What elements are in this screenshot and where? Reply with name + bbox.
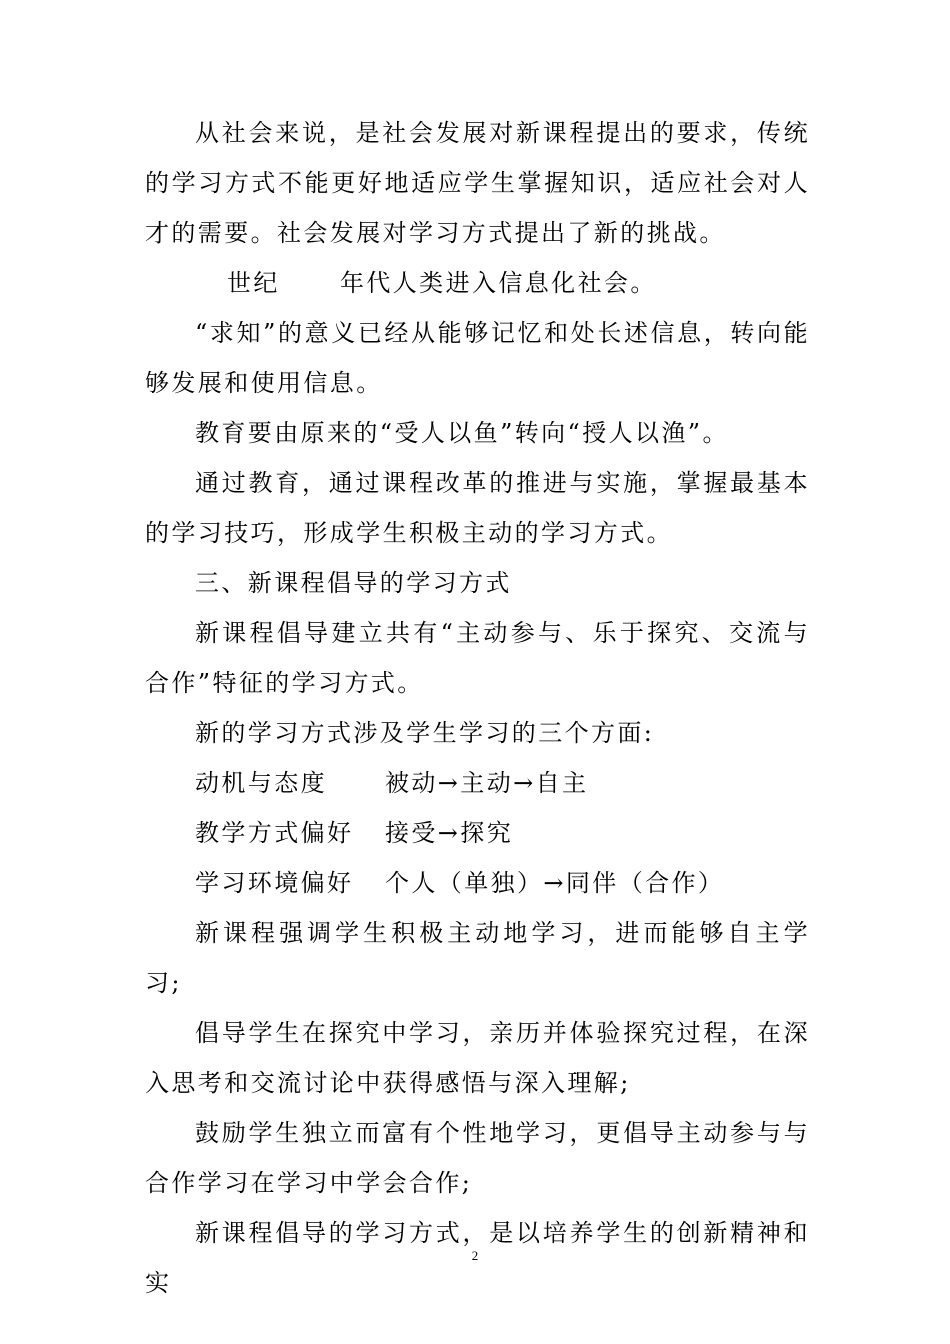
paragraph-innovation-spirit: 新课程倡导的学习方式，是以培养学生的创新精神和实 [145,1219,810,1297]
aspect-shift: 个人（单独）→同伴（合作） [385,869,725,897]
aspect-shift: 接受→探究 [385,819,514,847]
aspect-shift: 被动→主动→自主 [385,769,589,797]
aspect-term: 学习环境偏好 [195,869,354,897]
paragraph-advocated-style: 新课程倡导建立共有“主动参与、乐于探究、交流与合作”特征的学习方式。 [145,619,810,697]
paragraph-teach-to-fish: 教育要由原来的“受人以鱼”转向“授人以渔”。 [195,419,729,447]
paragraph-inquiry-learning: 倡导学生在探究中学习，亲历并体验探究过程，在深入思考和交流讨论中获得感悟与深入理解; [145,1019,810,1097]
body-text [145,108,810,1308]
paragraph-curriculum-reform: 通过教育，通过课程改革的推进与实施，掌握最基本的学习技巧，形成学生积极主动的学习方式。 [145,469,810,547]
aspect-row-teaching-preference [145,808,810,858]
paragraph-cooperative-learning: 鼓励学生独立而富有个性地学习，更倡导主动参与与合作学习在学习中学会合作; [145,1119,810,1197]
aspect-term: 动机与态度 [195,769,327,797]
aspect-row-motivation [145,758,810,808]
paragraph-active-learning: 新课程强调学生积极主动地学习，进而能够自主学习; [145,919,810,997]
paragraph-social-demand: 从社会来说，是社会发展对新课程提出的要求，传统的学习方式不能更好地适应学生掌握知识，适应社会对人才的需要。社会发展对学习方式提出了新的挑战。 [145,119,810,247]
page-number: 2 [471,1248,479,1263]
paragraph-three-aspects: 新的学习方式涉及学生学习的三个方面: [195,719,655,747]
paragraph-meaning-of-knowledge: “求知”的意义已经从能够记忆和处长述信息，转向能够发展和使用信息。 [145,319,810,397]
section-heading-learning-style: 三、新课程倡导的学习方式 [195,569,512,597]
aspect-row-environment-preference [145,858,810,908]
paragraph-information-society: 世纪 年代人类进入信息化社会。 [227,269,657,297]
aspect-term: 教学方式偏好 [195,819,354,847]
